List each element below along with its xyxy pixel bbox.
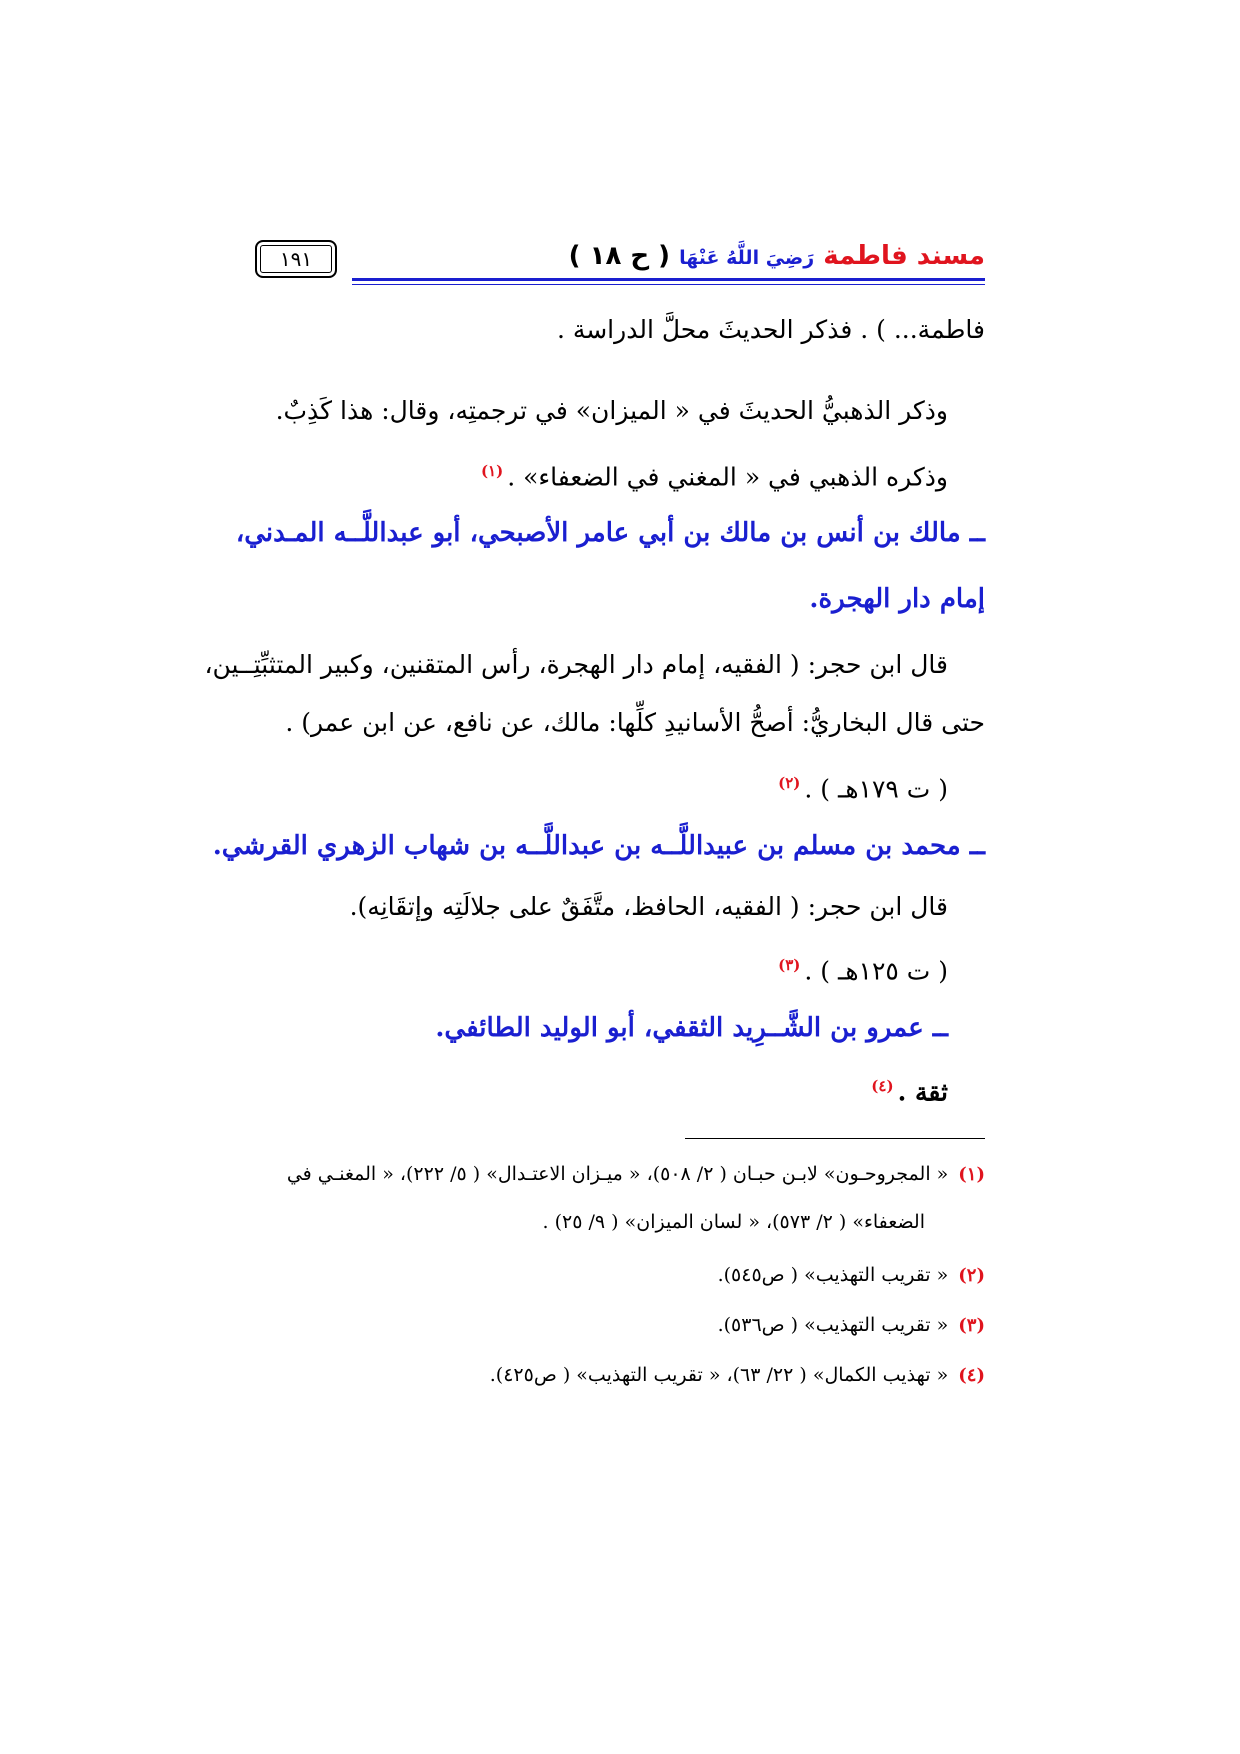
body-line: قال ابن حجر: ( الفقيه، الحافظ، متَّفَقٌ على جلالَتِه وإتقَانِه). <box>349 892 948 921</box>
footnote-ref: (٤) <box>871 1077 894 1095</box>
footnote <box>718 1259 985 1292</box>
narrator-heading: ــ عمرو بن الشَّــرِيد الثقفي، أبو الوليد الطائفي. <box>435 1013 948 1043</box>
body-line <box>871 1066 948 1112</box>
narrator-heading: ــ محمد بن مسلم بن عبيداللَّــه بن عبداللَّــه بن شهاب الزهري القرشي. <box>212 831 985 861</box>
narrator-heading-cont: إمام دار الهجرة. <box>809 584 985 614</box>
footnote-number: (٣) <box>958 1315 985 1336</box>
footnote-ref: (٣) <box>778 956 801 974</box>
footnote-number: (٢) <box>958 1265 985 1286</box>
footnote-text: « تقريب التهذيب» ( ص٥٤٥). <box>717 1264 949 1286</box>
footnote-ref: (٢) <box>778 774 801 792</box>
body-line: قال ابن حجر: ( الفقيه، إمام دار الهجرة، رأس المتقنين، وكبير المتثبِّتِــين، <box>204 650 948 679</box>
page-number: ١٩١ <box>255 240 337 278</box>
book-title: مسند فاطمة <box>823 241 985 271</box>
body-line <box>778 763 948 809</box>
footnote <box>287 1158 985 1191</box>
body-line: وذكر الذهبيُّ الحديثَ في « الميزان» في ترجمتِه، وقال: هذا كَذِبٌ. <box>275 396 948 425</box>
footnote-ref: (١) <box>480 462 504 480</box>
footnote-number: (٤) <box>958 1365 985 1386</box>
body-text: ثقة . <box>897 1077 948 1107</box>
body-text: ( ت ١٢٥هـ ) . <box>804 956 948 986</box>
header-rule <box>352 278 985 281</box>
body-text: ( ت ١٧٩هـ ) . <box>804 774 948 804</box>
hadith-number: ( ح ١٨ ) <box>568 241 671 271</box>
footnote-text: « تقريب التهذيب» ( ص٥٣٦). <box>717 1314 949 1336</box>
body-text: وذكره الذهبي في « المغني في الضعفاء» . <box>507 462 948 492</box>
page-header <box>255 238 985 288</box>
body-line <box>778 945 948 991</box>
footnote <box>490 1359 985 1392</box>
running-title <box>569 238 985 276</box>
footnote <box>718 1309 985 1342</box>
footnote-separator <box>685 1138 985 1139</box>
footnote-continuation: الضعفاء» ( ٢/ ٥٧٣)، « لسان الميزان» ( ٩/ ٢٥) . <box>542 1211 925 1233</box>
footnote-number: (١) <box>958 1164 985 1185</box>
footnote-text: « تهذيب الكمال» ( ٢٢/ ٦٣)، « تقريب التهذيب» ( ص٤٢٥). <box>489 1364 949 1386</box>
honorific-glyph: رَضِيَ اللَّهُ عَنْهَا <box>679 247 815 269</box>
narrator-heading: ــ مالك بن أنس بن مالك بن أبي عامر الأصبحي، أبو عبداللَّــه المـدني، <box>235 518 985 548</box>
body-line: حتى قال البخاريُّ: أصحُّ الأسانيدِ كلِّها: مالك، عن نافع، عن ابن عمر) . <box>285 708 985 737</box>
body-line: فاطمة... ) . فذكر الحديثَ محلَّ الدراسة . <box>556 315 985 344</box>
footnote-text: « المجروحـون» لابـن حبـان ( ٢/ ٥٠٨)، « ميـزان الاعتـدال» ( ٥/ ٢٢٢)، « المغنـي في <box>286 1163 949 1185</box>
body-line <box>481 451 948 497</box>
header-rule-thin <box>352 284 985 285</box>
